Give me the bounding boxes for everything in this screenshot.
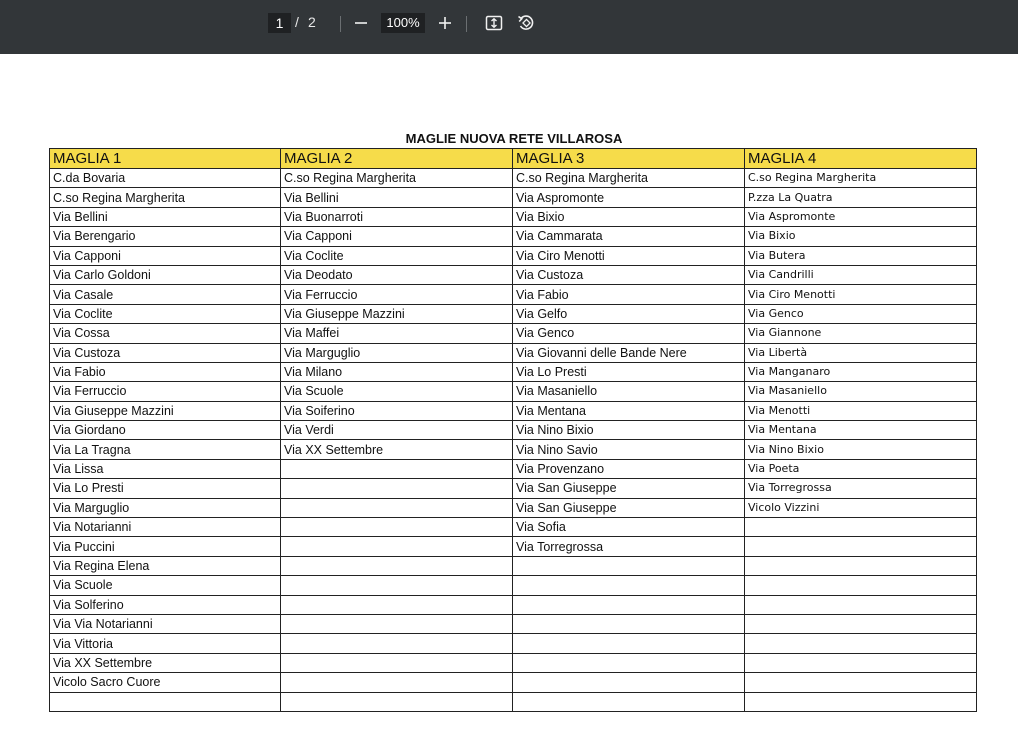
table-cell: Via Berengario xyxy=(50,227,281,246)
table-cell: Via Ferruccio xyxy=(281,285,513,304)
table-cell xyxy=(281,518,513,537)
table-cell: Via Deodato xyxy=(281,265,513,284)
column-header-maglia-1: MAGLIA 1 xyxy=(50,149,281,169)
table-cell: Via Coclite xyxy=(281,246,513,265)
document-title: MAGLIE NUOVA RETE VILLAROSA xyxy=(405,131,623,146)
table-cell xyxy=(745,576,977,595)
table-cell: Via Giovanni delle Bande Nere xyxy=(513,343,745,362)
zoom-in-icon xyxy=(438,16,452,30)
table-cell xyxy=(281,634,513,653)
maglie-table xyxy=(49,148,977,712)
table-cell: Via Cossa xyxy=(50,324,281,343)
table-cell: Via Mentana xyxy=(745,421,977,440)
table-cell: Via Vittoria xyxy=(50,634,281,653)
table-cell: Via Giannone xyxy=(745,324,977,343)
table-cell: C.so Regina Margherita xyxy=(513,169,745,188)
table-cell: C.so Regina Margherita xyxy=(745,169,977,188)
table-cell: Via Capponi xyxy=(50,246,281,265)
table-cell: Via Soiferino xyxy=(281,401,513,420)
table-cell: Via Cammarata xyxy=(513,227,745,246)
table-cell: Via Buonarroti xyxy=(281,207,513,226)
table-cell: Via XX Settembre xyxy=(281,440,513,459)
table-row xyxy=(50,382,977,401)
column-header-maglia-4: MAGLIA 4 xyxy=(745,149,977,169)
table-row xyxy=(50,362,977,381)
table-cell: Via Puccini xyxy=(50,537,281,556)
table-cell xyxy=(281,673,513,692)
table-cell: Via Mentana xyxy=(513,401,745,420)
table-cell xyxy=(281,459,513,478)
table-row xyxy=(50,537,977,556)
table-cell xyxy=(281,498,513,517)
table-cell: Via Torregrossa xyxy=(513,537,745,556)
table-cell: C.so Regina Margherita xyxy=(281,169,513,188)
table-cell: Via Casale xyxy=(50,285,281,304)
table-cell xyxy=(745,653,977,672)
table-cell xyxy=(281,653,513,672)
zoom-out-icon xyxy=(354,16,368,30)
table-row xyxy=(50,595,977,614)
table-cell: Via Nino Bixio xyxy=(745,440,977,459)
page-number-input[interactable]: 1 xyxy=(268,13,291,33)
table-cell: Via Bixio xyxy=(513,207,745,226)
table-cell: Via Candrilli xyxy=(745,265,977,284)
table-cell: Via Lo Presti xyxy=(50,479,281,498)
table-cell: Via Coclite xyxy=(50,304,281,323)
fit-page-button[interactable] xyxy=(482,11,506,35)
table-cell: Via San Giuseppe xyxy=(513,479,745,498)
page-separator: / xyxy=(295,14,299,30)
table-cell xyxy=(513,595,745,614)
table-cell: Via Verdi xyxy=(281,421,513,440)
table-cell: Via Giuseppe Mazzini xyxy=(281,304,513,323)
table-cell xyxy=(745,595,977,614)
table-cell: Via Masaniello xyxy=(745,382,977,401)
table-row xyxy=(50,459,977,478)
table-cell: Via Fabio xyxy=(50,362,281,381)
table-cell: Via Marguglio xyxy=(50,498,281,517)
table-cell: Via Bixio xyxy=(745,227,977,246)
table-cell: Via Torregrossa xyxy=(745,479,977,498)
table-row xyxy=(50,673,977,692)
table-cell: Via La Tragna xyxy=(50,440,281,459)
table-cell: Via Giordano xyxy=(50,421,281,440)
table-cell xyxy=(281,576,513,595)
table-cell: Via Custoza xyxy=(50,343,281,362)
table-cell xyxy=(513,673,745,692)
zoom-out-button[interactable] xyxy=(349,11,373,35)
table-cell: Via Custoza xyxy=(513,265,745,284)
table-cell: Via Bellini xyxy=(281,188,513,207)
toolbar-divider xyxy=(340,16,341,32)
table-row xyxy=(50,576,977,595)
table-row xyxy=(50,169,977,188)
table-row xyxy=(50,401,977,420)
table-cell: Via Masaniello xyxy=(513,382,745,401)
table-cell xyxy=(281,692,513,711)
table-row xyxy=(50,207,977,226)
table-cell xyxy=(281,595,513,614)
table-row xyxy=(50,653,977,672)
table-cell: Via Genco xyxy=(745,304,977,323)
table-cell xyxy=(513,614,745,633)
table-header-row xyxy=(50,149,977,169)
table-cell: Via Aspromonte xyxy=(513,188,745,207)
table-cell xyxy=(513,634,745,653)
table-cell: Via Lo Presti xyxy=(513,362,745,381)
table-cell: Via Scuole xyxy=(50,576,281,595)
table-cell: Via Lissa xyxy=(50,459,281,478)
table-row xyxy=(50,227,977,246)
table-cell: Via Carlo Goldoni xyxy=(50,265,281,284)
table-cell: Via Ciro Menotti xyxy=(513,246,745,265)
table-cell: Via Solferino xyxy=(50,595,281,614)
table-cell: Via Manganaro xyxy=(745,362,977,381)
table-cell xyxy=(745,634,977,653)
table-cell: Via Notarianni xyxy=(50,518,281,537)
table-cell: Via Nino Bixio xyxy=(513,421,745,440)
table-cell: Via Genco xyxy=(513,324,745,343)
table-cell: Via XX Settembre xyxy=(50,653,281,672)
table-cell xyxy=(281,479,513,498)
table-cell xyxy=(513,576,745,595)
rotate-icon xyxy=(517,14,535,32)
table-cell: Via Menotti xyxy=(745,401,977,420)
table-row xyxy=(50,518,977,537)
table-cell: C.da Bovaria xyxy=(50,169,281,188)
table-cell: Via Aspromonte xyxy=(745,207,977,226)
table-cell: Via Ferruccio xyxy=(50,382,281,401)
table-cell: Via Libertà xyxy=(745,343,977,362)
table-cell: Via Bellini xyxy=(50,207,281,226)
table-row xyxy=(50,634,977,653)
table-cell xyxy=(745,518,977,537)
table-cell: Via Marguglio xyxy=(281,343,513,362)
zoom-level-input[interactable]: 100% xyxy=(381,13,425,33)
toolbar-divider xyxy=(466,16,467,32)
table-row xyxy=(50,479,977,498)
table-cell: Via Regina Elena xyxy=(50,556,281,575)
table-cell xyxy=(745,673,977,692)
table-row xyxy=(50,188,977,207)
fit-page-icon xyxy=(485,14,503,32)
table-cell xyxy=(745,556,977,575)
zoom-in-button[interactable] xyxy=(433,11,457,35)
table-row xyxy=(50,692,977,711)
pdf-toolbar xyxy=(0,0,1018,54)
table-cell: Vicolo Vizzini xyxy=(745,498,977,517)
table-row xyxy=(50,324,977,343)
table-cell xyxy=(50,692,281,711)
table-cell: Via San Giuseppe xyxy=(513,498,745,517)
table-cell xyxy=(513,692,745,711)
table-row xyxy=(50,614,977,633)
table-cell: Via Sofia xyxy=(513,518,745,537)
table-row xyxy=(50,498,977,517)
rotate-button[interactable] xyxy=(514,11,538,35)
table-cell: Via Giuseppe Mazzini xyxy=(50,401,281,420)
total-pages: 2 xyxy=(308,14,316,30)
table-row xyxy=(50,556,977,575)
table-cell xyxy=(281,614,513,633)
table-cell: Via Maffei xyxy=(281,324,513,343)
table-row xyxy=(50,343,977,362)
table-cell: Via Gelfo xyxy=(513,304,745,323)
table-cell: Via Provenzano xyxy=(513,459,745,478)
table-cell xyxy=(745,614,977,633)
table-row xyxy=(50,440,977,459)
table-body xyxy=(50,169,977,712)
table-row xyxy=(50,265,977,284)
table-cell xyxy=(513,653,745,672)
table-cell: Via Capponi xyxy=(281,227,513,246)
table-cell: P.zza La Quatra xyxy=(745,188,977,207)
table-cell: Vicolo Sacro Cuore xyxy=(50,673,281,692)
table-cell xyxy=(513,556,745,575)
table-cell: Via Poeta xyxy=(745,459,977,478)
table-row xyxy=(50,304,977,323)
table-cell: Via Scuole xyxy=(281,382,513,401)
table-cell xyxy=(745,692,977,711)
table-cell: Via Ciro Menotti xyxy=(745,285,977,304)
table-cell xyxy=(281,537,513,556)
table-cell: Via Fabio xyxy=(513,285,745,304)
table-row xyxy=(50,246,977,265)
table-cell xyxy=(281,556,513,575)
table-row xyxy=(50,421,977,440)
table-cell: Via Milano xyxy=(281,362,513,381)
table-cell xyxy=(745,537,977,556)
table-cell: Via Via Notarianni xyxy=(50,614,281,633)
column-header-maglia-2: MAGLIA 2 xyxy=(281,149,513,169)
table-cell: Via Nino Savio xyxy=(513,440,745,459)
table-row xyxy=(50,285,977,304)
table-cell: C.so Regina Margherita xyxy=(50,188,281,207)
table-cell: Via Butera xyxy=(745,246,977,265)
column-header-maglia-3: MAGLIA 3 xyxy=(513,149,745,169)
